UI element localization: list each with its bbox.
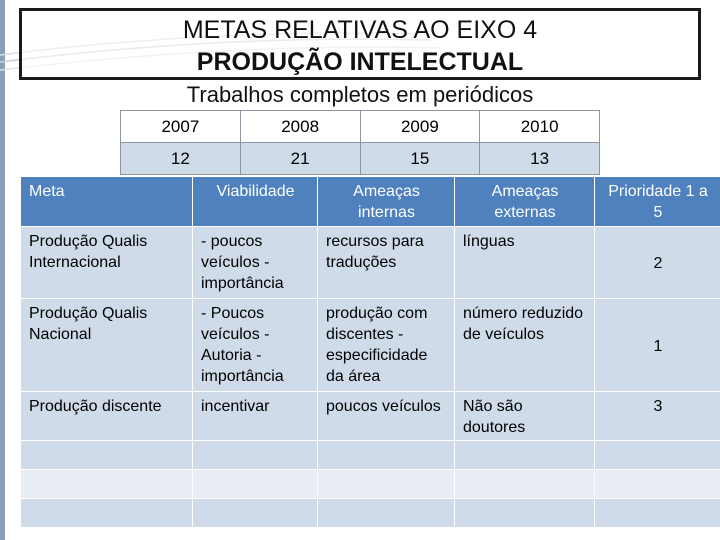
count-cell: 12 <box>121 143 241 175</box>
cell-meta: Produção Qualis Nacional <box>21 299 193 392</box>
title-box <box>19 8 701 80</box>
empty-cell <box>455 470 595 499</box>
empty-cell <box>318 499 455 528</box>
empty-row <box>21 470 720 499</box>
empty-cell <box>455 441 595 470</box>
cell-meta: Produção Qualis Internacional <box>21 227 193 299</box>
cell-viabilidade: incentivar <box>193 392 318 441</box>
empty-cell <box>193 441 318 470</box>
cell-ameacas-internas: produção com discentes - especificidade da área <box>318 299 455 392</box>
cell-prioridade: 2 <box>595 227 720 299</box>
table-row <box>21 392 720 441</box>
years-table <box>120 110 600 175</box>
empty-row <box>21 441 720 470</box>
empty-cell <box>318 470 455 499</box>
empty-cell <box>595 499 720 528</box>
cell-ameacas-internas: recursos para traduções <box>318 227 455 299</box>
cell-ameacas-internas: poucos veículos <box>318 392 455 441</box>
year-cell: 2008 <box>240 111 360 143</box>
title-line-1: METAS RELATIVAS AO EIXO 4 <box>182 16 538 44</box>
table-row <box>21 299 720 392</box>
year-cell: 2007 <box>121 111 241 143</box>
title-line-2: PRODUÇÃO INTELECTUAL <box>196 48 524 76</box>
empty-cell <box>455 499 595 528</box>
header-ameacas-internas: Ameaças internas <box>318 177 455 227</box>
cell-viabilidade: - Poucos veículos - Autoria - importância <box>193 299 318 392</box>
empty-cell <box>318 441 455 470</box>
header-ameacas-externas: Ameaças externas <box>455 177 595 227</box>
subtitle: Trabalhos completos em periódicos <box>186 82 534 107</box>
cell-prioridade: 3 <box>595 392 720 441</box>
cell-prioridade: 1 <box>595 299 720 392</box>
empty-cell <box>21 499 193 528</box>
empty-cell <box>595 470 720 499</box>
header-meta: Meta <box>21 177 193 227</box>
counts-row <box>121 143 600 175</box>
empty-cell <box>595 441 720 470</box>
empty-cell <box>21 441 193 470</box>
count-cell: 13 <box>480 143 600 175</box>
header-row <box>21 177 720 227</box>
cell-ameacas-externas: línguas <box>455 227 595 299</box>
header-prioridade: Prioridade 1 a 5 <box>595 177 720 227</box>
empty-cell <box>193 499 318 528</box>
empty-cell <box>193 470 318 499</box>
year-cell: 2010 <box>480 111 600 143</box>
count-cell: 15 <box>360 143 480 175</box>
years-row <box>121 111 600 143</box>
empty-row <box>21 499 720 528</box>
cell-ameacas-externas: número reduzido de veículos <box>455 299 595 392</box>
year-cell: 2009 <box>360 111 480 143</box>
empty-cell <box>21 470 193 499</box>
goals-table <box>20 176 720 528</box>
cell-meta: Produção discente <box>21 392 193 441</box>
cell-viabilidade: - poucos veículos - importância <box>193 227 318 299</box>
header-viabilidade: Viabilidade <box>193 177 318 227</box>
cell-ameacas-externas: Não são doutores <box>455 392 595 441</box>
table-row <box>21 227 720 299</box>
count-cell: 21 <box>240 143 360 175</box>
